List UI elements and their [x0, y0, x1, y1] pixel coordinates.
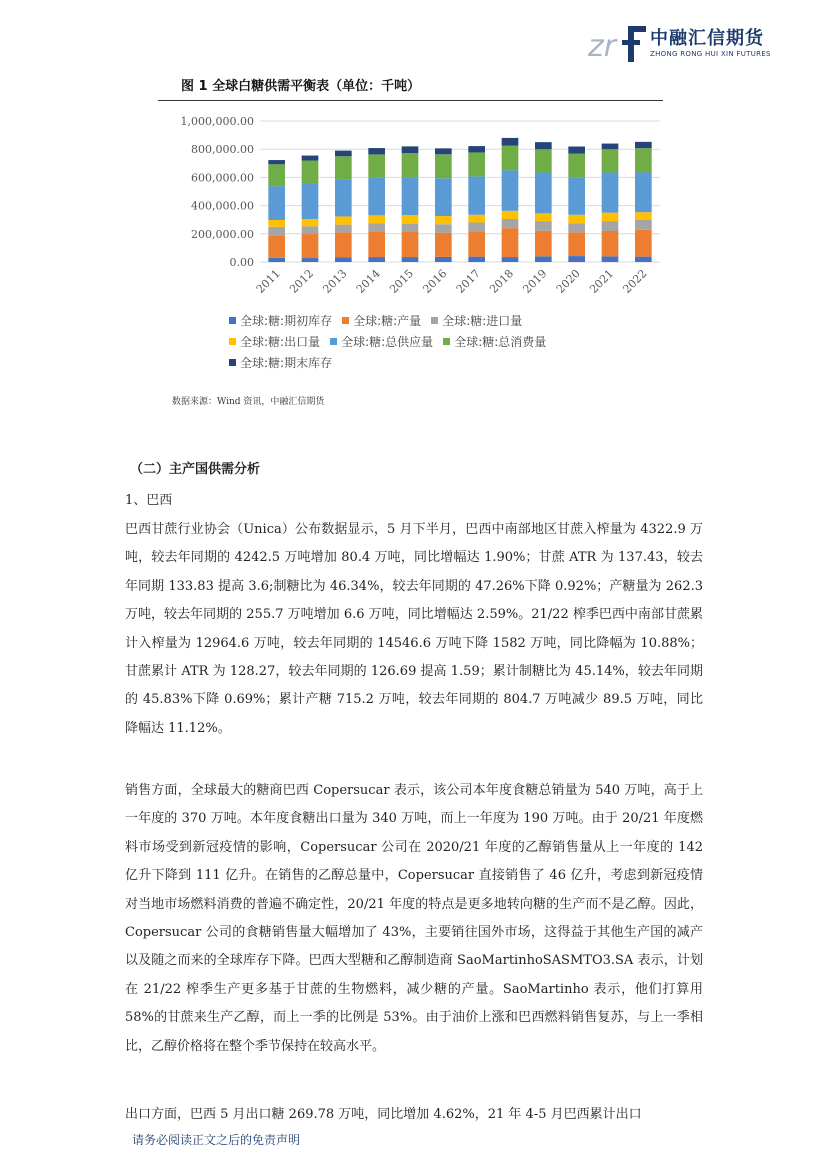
legend-item [342, 312, 421, 329]
bar-segment [335, 257, 352, 262]
bar-segment [402, 231, 419, 257]
bar-segment [468, 231, 485, 256]
x-tick-label: 2017 [453, 266, 483, 296]
bar-segment [435, 154, 452, 178]
legend-label: 全球:糖:进口量 [442, 314, 523, 328]
bar-segment [435, 148, 452, 154]
x-tick-label: 2012 [287, 266, 317, 296]
bar-segment [468, 152, 485, 176]
paragraph-sales: 销售方面，全球最大的糖商巴西 Copersucar 表示，该公司本年度食糖总销量为 540 万吨，高于上一年度的 370 万吨。本年度食糖出口量为 340 万吨，而上一年度为 190 万吨。由于 20/21 年度燃料市场受到新冠疫情的影响，Copersucar 公司在 2020/21 年度的乙醇销售量从上一年度的 142 亿升下降到 111 亿升。在销售的乙醇总量中，Copersucar 直接销售了 46 亿升，考虑到新冠疫情对当地市场燃料消费的普遍不确定性，20/21 年度的特点是更多地转向糖的生产而不是乙醇。因此，Copersucar 公司的食糖销售量大幅增加了 43%，主要销往国外市场，这得益于其他生产国的减产以及随之而来的全球库存下降。巴西大型糖和乙醇制造商 SaoMartinhoSASMTO3.SA 表示，计划在 21/22 榨季生产更多基于甘蔗的生物燃料，减少糖的产量。SaoMartinho 表示，他们打算用 58%的甘蔗来生产乙醇，而上一季的比例是 53%。由于油价上涨和巴西燃料销售复苏，与上一季相比，乙醇价格将在整个季节保持在较高水平。 [125, 783, 703, 1054]
figure-title: 图 1 全球白糖供需平衡表（单位：千吨） [181, 79, 421, 94]
bar-segment [302, 234, 319, 258]
bar-segment [535, 213, 552, 221]
bar-segment [435, 178, 452, 216]
bar-segment [602, 149, 619, 172]
bar-segment [435, 216, 452, 224]
y-tick-label: 600,000.00 [191, 171, 254, 185]
bar-segment [268, 235, 285, 258]
bar-segment [368, 177, 385, 215]
bar-segment [502, 257, 519, 262]
x-tick-label: 2011 [253, 266, 283, 296]
bar-segment [635, 220, 652, 230]
bar-segment [502, 146, 519, 171]
figure-source: 数据来源：Wind 资讯，中融汇信期货 [172, 397, 325, 407]
bar-segment [535, 221, 552, 231]
x-tick-label: 2016 [420, 266, 450, 296]
bar-segment [468, 176, 485, 214]
bar-segment [468, 223, 485, 232]
legend-label: 全球:糖:出口量 [240, 335, 321, 349]
y-tick-label: 400,000.00 [191, 199, 254, 213]
bar-segment [568, 223, 585, 232]
logo-brand-name: 中融汇信期货 [650, 28, 764, 49]
bar-segment [568, 232, 585, 256]
bar-segment [368, 148, 385, 154]
company-logo [588, 20, 778, 68]
bar-segment [635, 172, 652, 212]
x-tick-label: 2021 [587, 266, 617, 296]
bar-segment [335, 216, 352, 224]
figure-title-rule [158, 100, 663, 101]
bar-segment [335, 179, 352, 216]
bar-segment [335, 151, 352, 157]
bar-segment [502, 138, 519, 146]
bar-segment [502, 170, 519, 210]
bar-segment [302, 156, 319, 161]
bar-segment [602, 172, 619, 212]
bar-segment [568, 256, 585, 262]
bar-segment [368, 224, 385, 232]
bar-segment [368, 257, 385, 262]
legend-label: 全球:糖:总供应量 [341, 335, 434, 349]
x-tick-label: 2018 [487, 266, 517, 296]
y-tick-label: 800,000.00 [191, 143, 254, 157]
bar-segment [302, 219, 319, 226]
legend-item [229, 354, 332, 371]
x-tick-label: 2020 [553, 266, 583, 296]
legend-item [443, 333, 546, 350]
bar-segment [502, 228, 519, 257]
bar-segment [268, 258, 285, 262]
bar-segment [402, 257, 419, 262]
bar-segment [535, 256, 552, 262]
paragraph-unica-data: 巴西甘蔗行业协会（Unica）公布数据显示，5 月下半月，巴西中南部地区甘蔗入榨量为 4322.9 万吨，较去年同期的 4242.5 万吨增加 80.4 万吨，同比增幅达 1.90%；甘蔗 ATR 为 137.43，较去年同期 133.83 提高 3.6;制糖比为 46.34%，较去年同期的 47.26%下降 0.92%；产糖量为 262.3 万吨，较去年同期的 255.7 万吨增加 6.6 万吨，同比增幅达 2.59%。21/22 榨季巴西中南部甘蔗累计入榨量为 12964.6 万吨，较去年同期的 14546.6 万吨下降 1582 万吨，同比降幅为 10.88%；甘蔗累计 ATR 为 128.27，较去年同期的 126.69 提高 1.59；累计制糖比为 45.14%，较去年同期的 45.83%下降 0.69%；累计产糖 715.2 万吨，较去年同期的 804.7 万吨减少 89.5 万吨，同比降幅达 11.12%。 [125, 522, 703, 736]
bar-segment [302, 183, 319, 219]
bar-segment [368, 215, 385, 223]
legend-swatch [229, 359, 236, 366]
bar-segment [302, 160, 319, 183]
bar-segment [635, 148, 652, 172]
zrf-logo-icon [588, 20, 650, 68]
bar-segment [368, 154, 385, 177]
bar-segment [568, 215, 585, 223]
paragraph-exports: 出口方面，巴西 5 月出口糖 269.78 万吨，同比增加 4.62%，21 年 4-5 月巴西累计出口 [125, 1107, 642, 1122]
bar-segment [468, 257, 485, 262]
x-tick-label: 2019 [520, 266, 550, 296]
bar-segment [402, 224, 419, 232]
legend-swatch [229, 317, 236, 324]
bar-segment [435, 257, 452, 262]
bar-segment [268, 164, 285, 186]
sub-heading-brazil: 1、巴西 [125, 493, 173, 508]
bar-segment [568, 154, 585, 178]
legend-swatch [229, 338, 236, 345]
bar-segment [602, 221, 619, 231]
legend-swatch [342, 317, 349, 324]
bar-segment [535, 231, 552, 257]
bar-segment [602, 144, 619, 150]
bar-segment [268, 160, 285, 164]
bar-segment [602, 256, 619, 262]
bar-segment [435, 224, 452, 232]
x-tick-label: 2015 [387, 266, 417, 296]
bar-segment [402, 153, 419, 177]
bar-segment [635, 142, 652, 148]
bar-segment [602, 213, 619, 221]
bar-segment [335, 156, 352, 179]
sugar-balance-chart [150, 106, 670, 306]
bar-segment [568, 178, 585, 215]
bar-segment [535, 149, 552, 172]
bar-segment [568, 147, 585, 154]
y-tick-label: 200,000.00 [191, 227, 254, 241]
bar-segment [502, 211, 519, 219]
bar-segment [268, 186, 285, 220]
x-tick-label: 2022 [620, 266, 650, 296]
legend-item [229, 333, 320, 350]
legend-item [229, 312, 332, 329]
y-tick-label: 0.00 [229, 256, 254, 269]
legend-row [229, 312, 669, 333]
legend-label: 全球:糖:期末库存 [240, 356, 333, 370]
bar-segment [535, 142, 552, 149]
x-tick-label: 2013 [320, 266, 350, 296]
footer-disclaimer: 请务必阅读正文之后的免责声明 [132, 1133, 301, 1147]
legend-row [229, 333, 669, 354]
bar-segment [468, 215, 485, 223]
bar-segment [402, 177, 419, 215]
bar-segment [635, 212, 652, 220]
legend-label: 全球:糖:产量 [353, 314, 422, 328]
legend-item [330, 333, 433, 350]
bar-segment [302, 226, 319, 234]
bar-segment [268, 227, 285, 235]
legend-swatch [330, 338, 337, 345]
bar-segment [368, 232, 385, 257]
bar-segment [535, 172, 552, 213]
legend-label: 全球:糖:总消费量 [454, 335, 547, 349]
legend-swatch [443, 338, 450, 345]
bar-segment [335, 232, 352, 257]
legend-swatch [431, 317, 438, 324]
svg-text:zr: zr [588, 29, 617, 64]
logo-brand-subtitle: ZHONG RONG HUI XIN FUTURES [650, 50, 771, 58]
bar-segment [402, 215, 419, 223]
bar-segment [435, 233, 452, 257]
section-heading: （二）主产国供需分析 [130, 462, 261, 477]
bar-segment [402, 146, 419, 153]
bar-segment [268, 220, 285, 227]
chart-legend [229, 312, 669, 375]
bar-segment [468, 146, 485, 152]
bar-segment [335, 225, 352, 233]
bar-segment [635, 230, 652, 257]
legend-label: 全球:糖:期初库存 [240, 314, 333, 328]
legend-row [229, 354, 669, 375]
bar-segment [502, 219, 519, 228]
bar-segment [302, 258, 319, 262]
bar-segment [635, 257, 652, 262]
legend-item [431, 312, 522, 329]
y-tick-label: 1,000,000.00 [180, 115, 254, 128]
x-tick-label: 2014 [353, 266, 383, 296]
bar-segment [602, 231, 619, 256]
